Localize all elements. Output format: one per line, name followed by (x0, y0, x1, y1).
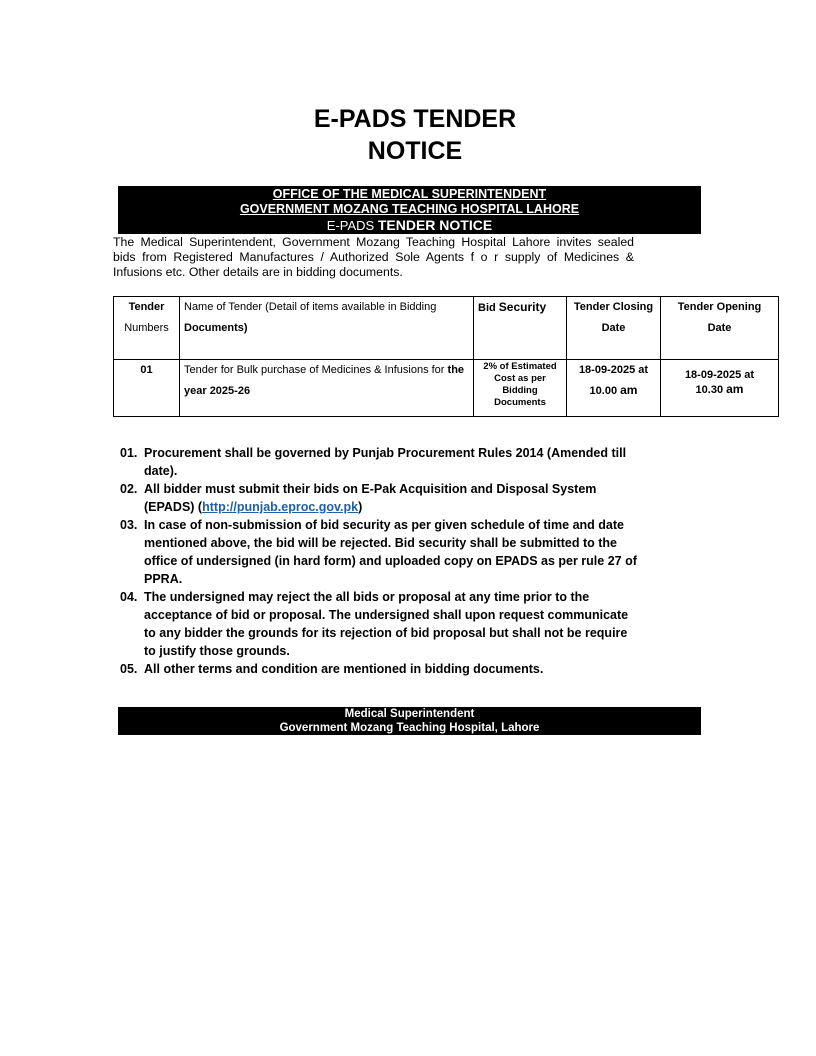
header-closing-line1: Tender Closing (573, 301, 654, 313)
closing-time: 10.00 (589, 385, 618, 397)
term-text: All bidder must submit their bids on E-Pak Acquisition and Disposal System (EPADS) ( (144, 482, 597, 514)
list-item (120, 660, 640, 678)
term-text: In case of non-submission of bid security as per given schedule of time and date mentioned above, the bid will be rejected. Bid security shall be submitted to the office of undersigned (in hard form) and uploaded copy on EPADS as per rule 27 of PPRA. (144, 518, 637, 586)
list-item (120, 444, 640, 480)
tender-name (180, 360, 474, 417)
opening-ampm: am (726, 382, 744, 396)
intro-paragraph: The Medical Superintendent, Government Mozang Teaching Hospital Lahore invites sealed bids from Registered Manufactures / Authorized Sole Agents f o r supply of Medicines & Infusions etc. Other details are in bidding documents. (113, 235, 634, 279)
term-text: All other terms and condition are mentioned in bidding documents. (144, 662, 544, 676)
header-tender-name-line2: Documents) (184, 322, 248, 334)
tender-number: 01 (114, 360, 180, 417)
hospital-name: GOVERNMENT MOZANG TEACHING HOSPITAL LAHORE (239, 202, 580, 216)
opening-date-line1: 18-09-2025 at (684, 369, 755, 381)
header-closing-date (567, 297, 661, 360)
epads-link[interactable]: http://punjab.eproc.gov.pk (202, 500, 359, 514)
term-number: 05. (120, 662, 138, 676)
header-tender-number (114, 297, 180, 360)
header-opening-line2: Date (707, 322, 732, 334)
list-item (120, 588, 640, 660)
term-number: 01. (120, 446, 138, 460)
tender-name-year: year 2025-26 (184, 385, 251, 397)
header-tender-number-line1: Tender (128, 301, 165, 313)
term-text-end: ) (358, 500, 363, 514)
table-row (114, 360, 779, 417)
list-item (120, 480, 640, 516)
header-opening-line1: Tender Opening (677, 301, 762, 313)
tender-table (113, 296, 779, 417)
header-tender-name (180, 297, 474, 360)
header-bid-security-b: Security (498, 300, 547, 314)
closing-date-value (567, 360, 661, 417)
signatory-organization: Government Mozang Teaching Hospital, Lahore (279, 722, 540, 734)
signatory-title: Medical Superintendent (344, 708, 475, 720)
term-number: 04. (120, 590, 138, 604)
tender-name-part-b: the (447, 364, 465, 376)
closing-date-line1: 18-09-2025 at (578, 364, 649, 376)
term-number: 02. (120, 482, 138, 496)
bid-security-value: 2% of Estimated Cost as per Bidding Documents (474, 360, 567, 417)
opening-time: 10.30 (695, 384, 724, 396)
header-closing-line2: Date (601, 322, 626, 334)
title-line-1: E-PADS TENDER (313, 105, 517, 133)
title-line-2: NOTICE (367, 137, 463, 165)
signature-banner (118, 707, 701, 735)
header-bid-security-a: Bid (478, 302, 496, 314)
tender-name-part-a: Tender for Bulk purchase of Medicines & Infusions for (184, 364, 445, 376)
header-opening-date (661, 297, 779, 360)
term-number: 03. (120, 518, 138, 532)
header-tender-name-line1: Name of Tender (Detail of items available in Bidding (184, 301, 437, 313)
term-text: The undersigned may reject the all bids or proposal at any time prior to the acceptance of bid or proposal. The undersigned shall upon request communicate to any bidder the grounds for its rejection of bid proposal but shall not be require to justify those grounds. (144, 590, 629, 658)
office-name: OFFICE OF THE MEDICAL SUPERINTENDENT (272, 187, 547, 201)
office-header-banner (118, 186, 701, 234)
terms-list (120, 444, 640, 678)
header-tender-number-line2: Numbers (124, 322, 169, 334)
table-header-row (114, 297, 779, 360)
page-title (0, 103, 816, 167)
notice-label (118, 217, 701, 234)
notice-label-prefix: E-PADS (326, 218, 375, 233)
opening-date-value (661, 360, 779, 417)
notice-label-bold: TENDER NOTICE (377, 217, 493, 233)
header-bid-security (474, 297, 567, 360)
list-item (120, 516, 640, 588)
term-text: Procurement shall be governed by Punjab Procurement Rules 2014 (Amended till date). (144, 446, 627, 478)
closing-ampm: am (620, 383, 638, 397)
